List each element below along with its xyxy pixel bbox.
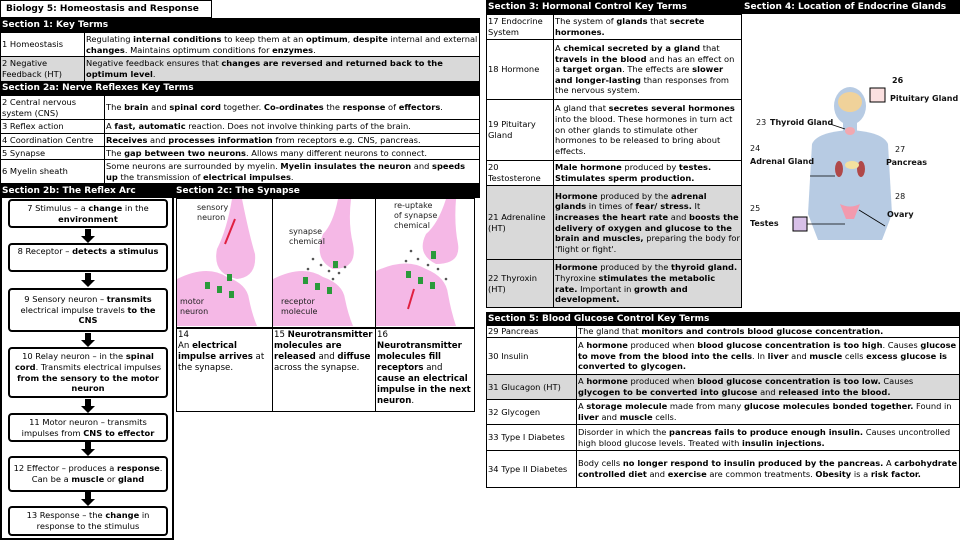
bold-text: hormone xyxy=(586,376,628,387)
table-row xyxy=(487,260,742,308)
text: It xyxy=(691,201,701,212)
definition xyxy=(105,120,480,134)
text: made from many xyxy=(667,401,744,412)
rich-text xyxy=(106,161,465,182)
text: The xyxy=(106,102,125,113)
synapse-image-2 xyxy=(272,198,376,328)
gland-number: 27 xyxy=(895,145,906,154)
term: 34 Type II Diabetes xyxy=(487,451,577,488)
rich-text xyxy=(86,34,477,55)
text: and xyxy=(668,211,690,222)
text: Body cells xyxy=(578,458,623,469)
table-row xyxy=(487,451,960,488)
term: 30 Insulin xyxy=(487,338,577,375)
gland-label-adrenal: Adrenal Gland xyxy=(750,157,815,166)
text: A xyxy=(578,401,587,412)
table-row xyxy=(487,400,960,425)
bold-text: pancreas fails to produce enough insulin. xyxy=(669,426,864,437)
text: 8 Receptor – xyxy=(17,246,73,256)
synapse-step-15 xyxy=(272,328,376,412)
bold-text: to the CNS xyxy=(78,304,156,326)
gland-number: 25 xyxy=(750,204,761,213)
rich-text xyxy=(178,330,264,373)
rich-text xyxy=(578,458,957,479)
page-title: Biology 5: Homeostasis and Response xyxy=(0,0,212,18)
gland-label-ovary: Ovary xyxy=(887,210,914,219)
bold-text: Male hormone xyxy=(555,162,622,173)
text: Found in xyxy=(913,401,952,412)
arrow-down-icon xyxy=(81,273,95,287)
bold-text: fear/ stress. xyxy=(635,201,692,212)
text: . xyxy=(313,44,316,55)
text: 16 xyxy=(377,330,388,340)
section-3-header: Section 3: Hormonal Control Key Terms xyxy=(486,0,742,14)
bold-text: chemical secreted by a gland xyxy=(563,42,701,53)
text: together. xyxy=(220,102,264,113)
definition xyxy=(105,160,480,184)
rich-text xyxy=(13,463,163,484)
text: Thyroxine xyxy=(555,272,599,283)
bold-text: target organ xyxy=(562,64,623,75)
text: . xyxy=(440,102,443,113)
text: . The effects are xyxy=(622,64,693,75)
gland-number: 23 xyxy=(756,118,767,127)
rich-text xyxy=(555,43,734,95)
table-row xyxy=(487,161,742,186)
flow-step-relay-neuron xyxy=(8,347,168,398)
text: An xyxy=(178,341,193,351)
arrow-down-icon xyxy=(81,333,95,347)
definition xyxy=(577,375,960,400)
text: the transmission of xyxy=(117,171,204,182)
text: and xyxy=(598,412,620,422)
table-row xyxy=(1,96,480,120)
term: 1 Homeostasis xyxy=(1,33,85,57)
definition xyxy=(85,57,480,82)
bold-text: insulin injections. xyxy=(741,437,825,448)
rich-text xyxy=(106,135,421,145)
bold-text: released into the blood. xyxy=(778,387,891,397)
bold-text: enzymes xyxy=(272,44,314,55)
bold-text: secrete hormones. xyxy=(555,16,705,37)
table-row xyxy=(487,326,960,338)
table-row xyxy=(487,100,742,161)
table-row xyxy=(487,15,742,40)
text: . Can be a xyxy=(31,463,163,484)
bold-text: environment xyxy=(58,213,118,224)
text: 14 xyxy=(178,330,189,340)
bold-text: from the sensory to the motor neuron xyxy=(17,372,159,394)
rich-text xyxy=(86,58,443,79)
rich-text xyxy=(13,351,163,393)
term: 32 Glycogen xyxy=(487,400,577,425)
table-row xyxy=(1,33,480,57)
text: . Maintains optimum conditions for xyxy=(124,44,273,55)
rich-text xyxy=(555,16,704,37)
bold-text: detects a stimulus xyxy=(72,246,159,256)
bold-text: glycogen to be converted into glucose xyxy=(578,387,758,397)
bold-text: fast, automatic xyxy=(114,121,186,132)
section-4-header: Section 4: Location of Endocrine Glands xyxy=(742,0,960,14)
synapse-step-16 xyxy=(375,328,475,412)
rich-text xyxy=(13,203,163,224)
text: produced by the xyxy=(597,190,671,201)
text: The system of xyxy=(555,16,617,27)
rich-text xyxy=(555,162,711,183)
text: and xyxy=(757,387,779,397)
text: that xyxy=(700,42,720,53)
text: 15 xyxy=(274,330,288,340)
text: Important in xyxy=(577,283,635,294)
term: 22 Thyroxin (HT) xyxy=(487,260,554,308)
text: and xyxy=(315,352,338,362)
table-row xyxy=(1,134,480,147)
rich-text xyxy=(377,330,471,406)
text: and xyxy=(788,350,810,361)
bold-text: response xyxy=(117,463,160,474)
table-row xyxy=(1,57,480,82)
table-row xyxy=(487,425,960,451)
definition xyxy=(105,134,480,147)
text: and xyxy=(147,134,169,145)
rich-text xyxy=(555,103,735,155)
bold-text: cause an electrical impulse in the next neuron xyxy=(377,374,471,406)
text: at the synapse. xyxy=(178,352,265,373)
bold-text: monitors and controls blood glucose concentration. xyxy=(641,326,884,337)
bold-text: electrical impulses xyxy=(203,171,291,182)
text: The gland that xyxy=(578,326,642,337)
label-synapse-chemical: synapse chemical xyxy=(289,227,325,247)
text: and xyxy=(411,160,433,171)
bold-text: electrical impulse arrives xyxy=(178,341,253,362)
bold-text: secretes several hormones xyxy=(608,103,735,114)
definition xyxy=(554,260,742,308)
gland-number: 28 xyxy=(895,192,906,201)
rich-text xyxy=(578,427,950,448)
flow-step-stimulus xyxy=(8,199,168,228)
text: . Allows many different neurons to connect. xyxy=(246,147,428,158)
label-motor-neuron: motor neuron xyxy=(180,297,209,317)
text: into the blood. These hormones in turn act on other glands to stimulate other hormones to be released to bring about effects. xyxy=(555,114,733,156)
bold-text: diffuse xyxy=(337,352,371,362)
table-row xyxy=(1,147,480,160)
bold-text: hormone xyxy=(586,340,628,351)
bold-text: glucose molecules bonded together. xyxy=(743,401,914,412)
rich-text xyxy=(13,294,163,326)
term: 17 Endocrine System xyxy=(487,15,554,40)
section-1-table xyxy=(0,32,480,82)
rich-text xyxy=(18,246,159,257)
bold-text: change xyxy=(105,510,140,521)
bold-text: despite xyxy=(352,33,388,44)
label-reuptake: re-uptake of synapse chemical xyxy=(394,201,438,231)
text: A xyxy=(106,121,115,132)
bold-text: internal conditions xyxy=(133,33,222,44)
text: the xyxy=(323,102,343,113)
section-1-header: Section 1: Key Terms xyxy=(0,18,480,32)
term: 21 Adrenaline (HT) xyxy=(487,186,554,260)
rich-text xyxy=(106,121,411,131)
bold-text: Co-ordinates xyxy=(263,102,324,113)
text: and xyxy=(423,363,443,373)
bold-text: testes. Stimulates sperm production. xyxy=(555,162,712,183)
definition xyxy=(554,40,742,100)
bold-text: adrenal glands xyxy=(555,190,707,212)
text: than responses from the nervous system. xyxy=(555,74,730,96)
text: Negative feedback ensures that xyxy=(86,58,222,69)
section-3-table xyxy=(486,14,742,308)
text: . In xyxy=(752,350,768,361)
text: . xyxy=(152,69,156,79)
text: internal and external xyxy=(387,33,478,44)
bold-text: Obesity xyxy=(815,469,852,479)
term: 5 Synapse xyxy=(1,147,105,160)
rich-text xyxy=(106,102,443,112)
bold-text: Neurotransmitter molecules are released xyxy=(274,330,373,362)
section-2a-header: Section 2a: Nerve Reflexes Key Terms xyxy=(0,81,480,95)
text: Causes uncontrolled high blood glucose levels. Treated with xyxy=(578,426,951,448)
rich-text xyxy=(555,262,737,304)
label-sensory-neuron: sensory neuron xyxy=(197,203,229,223)
term: 2 Central nervous system (CNS) xyxy=(1,96,105,120)
section-5-table xyxy=(486,325,960,488)
bold-text: slower and longer-lasting xyxy=(555,64,724,85)
text: produced by xyxy=(621,162,679,173)
text: in times of xyxy=(586,201,636,212)
bold-text: spinal cord xyxy=(169,102,221,113)
bold-text: storage molecule xyxy=(586,401,668,412)
endocrine-diagram xyxy=(742,14,960,240)
term: 4 Coordination Centre xyxy=(1,134,105,147)
text: to keep them at an xyxy=(221,33,307,44)
definition xyxy=(577,338,960,375)
term: 2 Negative Feedback (HT) xyxy=(1,57,85,82)
bold-text: travels in the blood xyxy=(555,53,647,64)
synapse-step-14 xyxy=(176,328,273,412)
bold-text: exercise xyxy=(667,469,707,479)
bold-text: gland xyxy=(117,474,145,484)
bold-text: stimulates the metabolic rate. xyxy=(555,272,716,294)
bold-text: response xyxy=(342,102,386,113)
definition xyxy=(105,96,480,120)
flow-step-sensory-neuron xyxy=(8,288,168,332)
term: 33 Type I Diabetes xyxy=(487,425,577,451)
text: A gland that xyxy=(555,103,609,114)
text: Some neurons are surrounded by myelin. xyxy=(106,160,281,171)
term: 20 Testosterone xyxy=(487,161,554,186)
bold-text: change xyxy=(88,202,123,213)
rich-text xyxy=(106,148,427,158)
bold-text: optimum xyxy=(306,33,348,44)
text: 10 Relay neuron – in the xyxy=(22,351,126,362)
text: of xyxy=(385,102,399,113)
rich-text xyxy=(578,376,913,397)
text: A xyxy=(883,458,895,469)
text: and has an effect on a xyxy=(555,53,735,75)
bold-text: boosts the delivery of oxygen and glucose to the brain and muscles, xyxy=(555,211,739,244)
text: produced when xyxy=(627,340,698,351)
text: are common treatments. xyxy=(706,469,816,479)
bold-text: changes xyxy=(86,44,125,55)
bold-text: transmits xyxy=(106,294,152,305)
bold-text: speeds up xyxy=(106,160,466,182)
table-row xyxy=(1,120,480,134)
text: electrical impulse travels xyxy=(20,304,128,315)
text: is a xyxy=(851,469,871,479)
text: . xyxy=(290,171,294,182)
bold-text: liver xyxy=(578,412,599,422)
bold-text: liver xyxy=(767,350,789,361)
bold-text: spinal cord xyxy=(14,351,154,372)
text: Disorder in which the xyxy=(578,426,670,437)
bold-text: no longer respond to insulin produced by the pancreas. xyxy=(622,458,884,469)
text: Causes xyxy=(880,376,914,387)
text: , xyxy=(347,33,353,44)
text: produced when xyxy=(627,376,698,387)
table-row xyxy=(487,375,960,400)
text: in response to the stimulus xyxy=(36,510,150,531)
text: A xyxy=(555,42,564,53)
table-row xyxy=(487,338,960,375)
bold-text: carbohydrate controlled diet xyxy=(578,458,958,479)
rich-text xyxy=(578,326,883,336)
bold-text: Neurotransmitter molecules fill receptors xyxy=(377,341,462,373)
text: or xyxy=(104,474,118,484)
table-row xyxy=(1,160,480,184)
text: A xyxy=(578,376,587,387)
bold-text: blood glucose concentration is too high xyxy=(697,340,883,351)
bold-text: muscle xyxy=(71,474,105,484)
section-5-header: Section 5: Blood Glucose Control Key Terms xyxy=(486,312,960,326)
bold-text: glucose to move from the blood into the cells xyxy=(578,340,957,361)
bold-text: gap between two neurons xyxy=(124,147,246,158)
term: 31 Glucagon (HT) xyxy=(487,375,577,400)
bold-text: Hormone xyxy=(555,262,598,273)
bold-text: blood glucose concentration is too low. xyxy=(697,376,881,387)
definition xyxy=(577,425,960,451)
definition xyxy=(85,33,480,57)
text: 12 Effector – produces a xyxy=(13,463,117,474)
text: 13 Response – the xyxy=(26,510,106,521)
term: 18 Hormone xyxy=(487,40,554,100)
text: The xyxy=(106,147,125,158)
definition xyxy=(577,451,960,488)
flow-step-effector xyxy=(8,456,168,492)
text: 7 Stimulus – a xyxy=(27,202,89,213)
flow-step-motor-neuron xyxy=(8,413,168,442)
text: . xyxy=(411,396,415,406)
bold-text: increases the heart rate xyxy=(555,211,669,222)
text: in the xyxy=(122,202,149,213)
text: cells xyxy=(842,350,867,361)
table-row xyxy=(487,40,742,100)
text: and xyxy=(148,102,170,113)
definition xyxy=(577,400,960,425)
bold-text: risk factor. xyxy=(870,469,921,479)
arrow-down-icon xyxy=(81,399,95,413)
synapse-image-1 xyxy=(176,198,273,328)
bold-text: Myelin insulates the neuron xyxy=(280,160,412,171)
term: 3 Reflex action xyxy=(1,120,105,134)
rich-text xyxy=(274,330,373,373)
gland-number: 24 xyxy=(750,144,761,153)
flow-step-response xyxy=(8,506,168,536)
table-row xyxy=(487,186,742,260)
bold-text: growth and development. xyxy=(555,283,688,305)
gland-label-pituitary: Pituitary Gland xyxy=(890,94,959,103)
text: cells. xyxy=(652,412,677,422)
rich-text xyxy=(555,191,740,254)
text: across the synapse. xyxy=(274,363,360,373)
arrow-down-icon xyxy=(81,492,95,506)
bold-text: effectors xyxy=(398,102,441,113)
rich-text xyxy=(578,340,956,371)
section-2b-header: Section 2b: The Reflex Arc xyxy=(0,184,174,198)
bold-text: processes information xyxy=(168,134,273,145)
bold-text: CNS to effector xyxy=(83,427,155,438)
flow-step-receptor xyxy=(8,243,168,272)
text: . Causes xyxy=(882,340,921,351)
definition xyxy=(554,161,742,186)
bold-text: Hormone xyxy=(555,190,598,201)
bold-text: excess glucose is converted to glycogen. xyxy=(578,350,947,372)
section-2a-table xyxy=(0,95,480,184)
bold-text: changes are reversed and returned back to the optimum level xyxy=(86,58,443,79)
gland-label-testes: Testes xyxy=(750,219,779,228)
section-2c-header: Section 2c: The Synapse xyxy=(174,184,480,198)
definition xyxy=(554,100,742,161)
text: that xyxy=(647,16,670,27)
text: preparing the body for 'flight or fight'. xyxy=(555,233,740,254)
definition xyxy=(105,147,480,160)
text: A xyxy=(578,340,587,351)
definition xyxy=(554,15,742,40)
text: from receptors e.g. CNS, pancreas. xyxy=(272,134,421,145)
label-receptor-molecule: receptor molecule xyxy=(281,297,318,317)
bold-text: thyroid gland. xyxy=(671,262,738,273)
definition xyxy=(554,186,742,260)
rich-text xyxy=(578,401,952,422)
text: Regulating xyxy=(86,33,134,44)
text: and xyxy=(646,469,668,479)
text: 9 Sensory neuron – xyxy=(24,294,107,305)
definition xyxy=(577,326,960,338)
arrow-down-icon xyxy=(81,229,95,243)
bold-text: muscle xyxy=(619,412,653,422)
text: reaction. Does not involve thinking parts of the brain. xyxy=(185,121,411,132)
text: 11 Motor neuron – transmits impulses from xyxy=(21,416,147,438)
bold-text: brain xyxy=(124,102,149,113)
gland-label-thyroid: Thyroid Gland xyxy=(770,118,834,127)
bold-text: Receives xyxy=(106,134,148,145)
text: . Transmits electrical impulses xyxy=(35,361,162,372)
term: 29 Pancreas xyxy=(487,326,577,338)
gland-label-pancreas: Pancreas xyxy=(886,158,928,167)
arrow-down-icon xyxy=(81,442,95,456)
text: produced by the xyxy=(597,262,671,273)
bold-text: glands xyxy=(616,16,648,27)
term: 19 Pituitary Gland xyxy=(487,100,554,161)
gland-number: 26 xyxy=(892,76,904,85)
term: 6 Myelin sheath xyxy=(1,160,105,184)
rich-text xyxy=(13,417,163,438)
rich-text xyxy=(13,510,163,531)
bold-text: muscle xyxy=(809,350,843,361)
synapse-image-3 xyxy=(375,198,475,328)
